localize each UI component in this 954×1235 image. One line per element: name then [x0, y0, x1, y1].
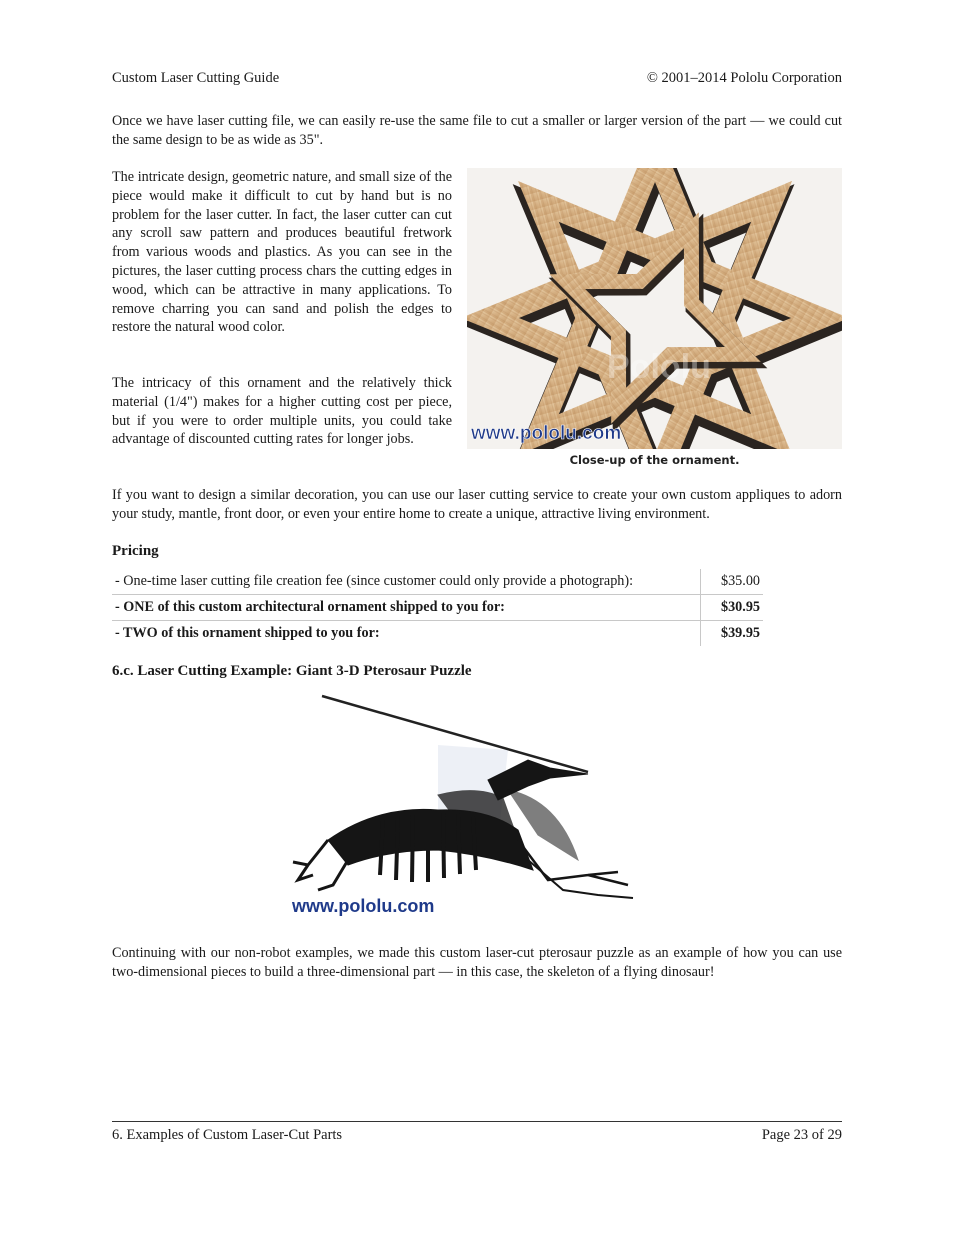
footer-divider	[112, 1121, 842, 1122]
price-label: - One-time laser cutting file creation fee (since customer could only provide a photograph):	[115, 573, 634, 589]
pololu-url-watermark: www.pololu.com	[471, 423, 622, 444]
table-row	[112, 621, 763, 647]
running-footer-chapter: 6. Examples of Custom Laser-Cut Parts	[112, 1127, 343, 1143]
paragraph-pterosaur: Continuing with our non-robot examples, we made this custom laser-cut pterosaur puzzle as an example of how you can use two-dimensional pieces to build a three-dimensional part — in this case, the skeleton of a flying dinosaur!	[112, 945, 842, 980]
price-value: $30.95	[701, 595, 764, 621]
pterosaur-puzzle-image	[288, 690, 664, 922]
paragraph-intricate-design: The intricate design, geometric nature, and small size of the piece would make it difficult to cut by hand but is no problem for the laser cutter. In fact, the laser cutter can cut any scroll saw pattern and produces beautiful fretwork from various woods and plastics. As you can see in the pictures, the laser cutting process chars the cutting edges in wood, which can be attractive in many applications. To remove charring you can sand and polish the edges to restore the natural wood color.	[112, 169, 452, 336]
price-value: $39.95	[701, 621, 764, 647]
figure-caption: Close-up of the ornament.	[569, 453, 740, 467]
table-row	[112, 595, 763, 621]
paragraph-resize: Once we have laser cutting file, we can easily re-use the same file to cut a smaller or larger version of the part — we could cut the same design to be as wide as 35".	[112, 113, 842, 148]
section-heading: 6.c. Laser Cutting Example: Giant 3-D Pterosaur Puzzle	[112, 663, 472, 679]
ornament-closeup-image	[467, 168, 842, 449]
paragraph-design-similar: If you want to design a similar decoration, you can use our laser cutting service to create your own custom appliques to adorn your study, mantle, front door, or even your entire home to create a unique, attractive living environment.	[112, 487, 842, 522]
running-header-copyright: © 2001–2014 Pololu Corporation	[646, 70, 842, 86]
table-row	[112, 569, 763, 595]
pricing-table	[112, 569, 763, 646]
page-number: Page 23 of 29	[761, 1127, 842, 1143]
paragraph-cutting-cost: The intricacy of this ornament and the relatively thick material (1/4") makes for a higher cutting cost per piece, but if you were to order multiple units, you could take advantage of discounted cutting rates for longer jobs.	[112, 375, 452, 448]
pricing-heading: Pricing	[112, 543, 159, 559]
price-label: - ONE of this custom architectural ornament shipped to you for:	[112, 595, 701, 621]
pololu-logo-watermark: Pololu	[607, 348, 711, 386]
price-value: $35.00	[701, 569, 764, 595]
pololu-url-watermark: www.pololu.com	[292, 896, 435, 916]
running-header-title: Custom Laser Cutting Guide	[112, 70, 280, 86]
price-label: - TWO of this ornament shipped to you for:	[112, 621, 701, 647]
